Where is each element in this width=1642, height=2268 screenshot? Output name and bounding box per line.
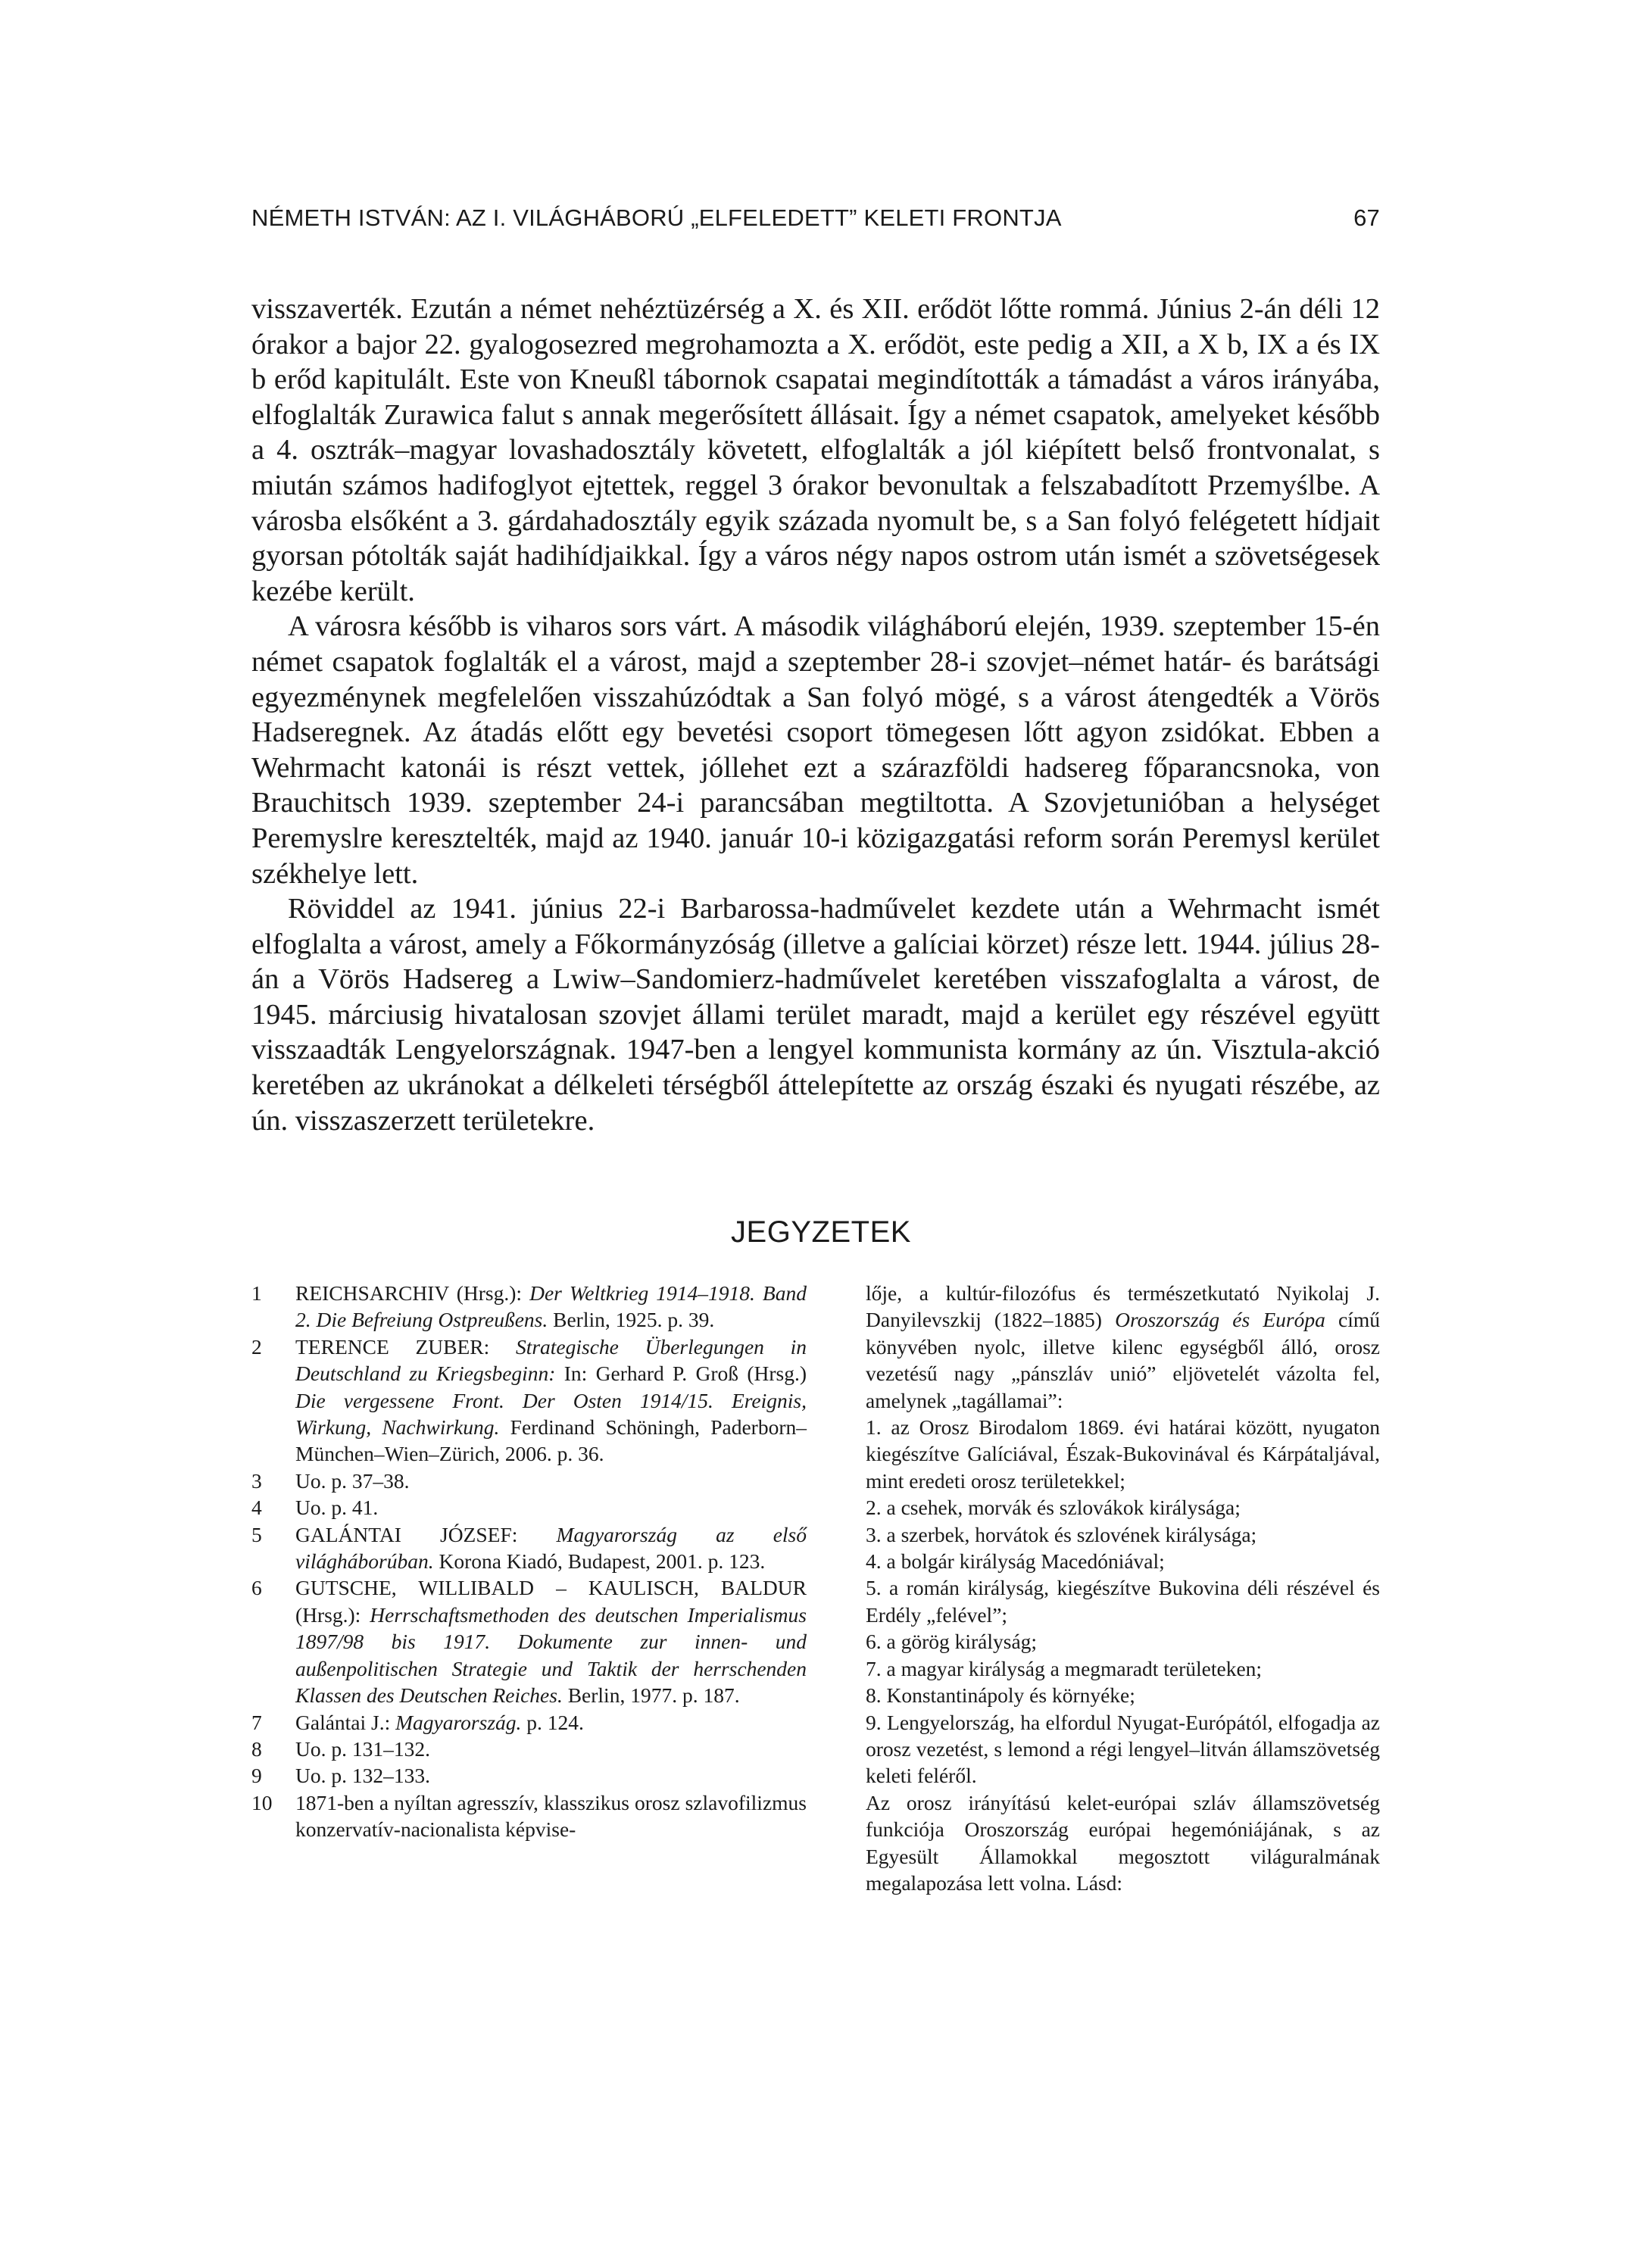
footnote-continuation: [866, 1494, 1380, 1521]
footnote: [251, 1574, 807, 1708]
footnote-continuation: [866, 1655, 1380, 1682]
notes-heading: JEGYZETEK: [731, 1215, 911, 1249]
footnote: [251, 1709, 807, 1736]
footnote: [251, 1521, 807, 1575]
note-text-segment: 2. a csehek, morvák és szlovákok királysága;: [866, 1496, 1241, 1520]
footnote-continuation: [866, 1628, 1380, 1655]
footnote-number: 6: [251, 1576, 262, 1600]
note-text-segment: 3. a szerbek, horvátok és szlovének királysága;: [866, 1522, 1257, 1546]
footnote-number: 10: [251, 1790, 273, 1814]
footnote-text: [295, 1468, 807, 1494]
footnote-text: [295, 1574, 807, 1708]
note-text-segment: Uo. p. 41.: [295, 1496, 379, 1520]
note-text-segment: Galántai J.:: [295, 1710, 396, 1734]
note-text-segment: p. 124.: [521, 1710, 584, 1734]
footnote-text: [295, 1280, 807, 1334]
note-title-italic: Der Weltkrieg 1914–1918. Band 2. Die Befreiung Ostpreußens.: [295, 1281, 807, 1332]
paragraph: visszaverték. Ezután a német nehéztüzérség a X. és XII. erődöt lőtte rommá. Június 2-án déli 12 órakor a bajor 22. gyalogosezred megrohamozta a X. erődöt, este pedig a XII, a X b, IX a és IX b erőd kapitulált. Este von Kneußl tábornok csapatai megindították a támadást a város irányába, elfoglalták Zurawica falut s annak megerősített állásait. Így a német csapatok, amelyeket később a 4. osztrák–magyar lovashadosztály követett, elfoglalták a jól kiépített belső frontvonalat, s miután számos hadifoglyot ejtettek, reggel 3 órakor bevonultak a felszabadított Przemyślbe. A városba elsőként a 3. gárdahadosztály egyik százada nyomult be, s a San folyó felégetett hídjait gyorsan pótolták saját hadihídjaikkal. Így a város négy napos ostrom után ismét a szövetségesek kezébe került.: [251, 293, 1380, 607]
footnote-continuation: [866, 1574, 1380, 1628]
footnote-number: 2: [251, 1334, 262, 1359]
footnote-text: [295, 1762, 807, 1789]
footnote-text: [295, 1789, 807, 1843]
note-text-segment: Korona Kiadó, Budapest, 2001. p. 123.: [433, 1549, 766, 1574]
note-text-segment: Uo. p. 132–133.: [295, 1764, 430, 1788]
footnote-continuation: [866, 1682, 1380, 1708]
footnote-continuation: [866, 1548, 1380, 1574]
footnote-number: 8: [251, 1736, 262, 1761]
running-title: NÉMETH ISTVÁN: AZ I. VILÁGHÁBORÚ „ELFELEDETT” KELETI FRONTJA: [251, 204, 1062, 231]
footnote-text: [295, 1334, 807, 1468]
footnote: [251, 1334, 807, 1468]
footnote-number: 5: [251, 1522, 262, 1546]
notes-column-left: [251, 1280, 807, 1843]
note-text-segment: In: Gerhard P. Groß (Hrsg.): [555, 1362, 807, 1386]
footnote-continuation: [866, 1789, 1380, 1897]
note-text-segment: Berlin, 1925. p. 39.: [548, 1308, 715, 1332]
note-title-italic: Herrschaftsmethoden des deutschen Imperialismus 1897/98 bis 1917. Dokumente zur innen- und außenpolitischen Strategie und Taktik der herrschenden Klassen des Deutschen Reiches.: [295, 1602, 807, 1708]
note-title-italic: Magyarország az első világháborúban.: [295, 1522, 807, 1574]
footnote-continuation: [866, 1521, 1380, 1548]
note-text-segment: 6. a görög királyság;: [866, 1630, 1038, 1654]
note-text-segment: Berlin, 1977. p. 187.: [562, 1683, 740, 1708]
note-text-segment: 4. a bolgár királyság Macedóniával;: [866, 1549, 1165, 1574]
note-text-segment: REICHSARCHIV (Hrsg.):: [295, 1281, 530, 1305]
note-text-segment: 1871-ben a nyíltan agresszív, klasszikus orosz szlavofilizmus konzervatív-nacionalista képvise-: [295, 1790, 807, 1842]
footnote-number: 7: [251, 1710, 262, 1734]
note-text-segment: GUTSCHE, WILLIBALD – KAULISCH, BALDUR (Hrsg.):: [295, 1576, 807, 1627]
footnote-number: 9: [251, 1764, 262, 1788]
footnote-number: 4: [251, 1496, 262, 1520]
note-title-italic: Strategische Überlegungen in Deutschland zu Kriegsbeginn:: [295, 1334, 807, 1386]
note-text-segment: lője, a kultúr-filozófus és természetkutató Nyikolaj J. Danyilevszkij (1822–1885): [866, 1281, 1380, 1332]
page-number: 67: [1353, 204, 1380, 231]
footnote-continuation: [866, 1280, 1380, 1414]
note-text-segment: 7. a magyar királyság a megmaradt területeken;: [866, 1656, 1263, 1680]
footnote: [251, 1280, 807, 1334]
note-title-italic: Oroszország és Európa: [1115, 1308, 1325, 1332]
footnote: [251, 1736, 807, 1762]
note-text-segment: című könyvében nyolc, illetve kilenc egységből álló, orosz vezetésű nagy „pánszláv unió” eljövetelét vázolta fel, amelynek „tagállamai”:: [866, 1308, 1380, 1412]
note-text-segment: Ferdinand Schöningh, Paderborn–München–Wien–Zürich, 2006. p. 36.: [295, 1415, 807, 1466]
note-text-segment: GALÁNTAI JÓZSEF:: [295, 1522, 557, 1546]
footnote-continuation: [866, 1709, 1380, 1789]
footnote-text: [295, 1494, 807, 1521]
footnote-number: 1: [251, 1281, 262, 1305]
footnote: [251, 1494, 807, 1521]
note-text-segment: TERENCE ZUBER:: [295, 1334, 516, 1359]
note-text-segment: Uo. p. 131–132.: [295, 1736, 430, 1761]
note-text-segment: Az orosz irányítású kelet-európai szláv államszövetség funkciója Oroszország európai hegemóniájának, s az Egyesült Államokkal megosztott világuralmának megalapozása lett volna. Lásd:: [866, 1790, 1380, 1895]
footnote: [251, 1762, 807, 1789]
note-text-segment: 5. a román királyság, kiegészítve Bukovina déli részével és Erdély „felével”;: [866, 1576, 1380, 1627]
footnote: [251, 1468, 807, 1494]
notes-column-right: [866, 1280, 1380, 1896]
paragraph: A városra később is viharos sors várt. A második világháború elején, 1939. szeptember 15-én német csapatok foglalták el a várost, majd a szeptember 28-i szovjet–német határ- és barátsági egyezménynek megfelelően visszahúzódtak a San folyó mögé, s a várost átengedték a Vörös Hadseregnek. Az átadás előtt egy bevetési csoport tömegesen lőtt agyon zsidókat. Ebben a Wehrmacht katonái is részt vettek, jóllehet ezt a szárazföldi hadsereg főparancsnoka, von Brauchitsch 1939. szeptember 24-i parancsában megtiltotta. A Szovjetunióban a helységet Peremyslre keresztelték, majd az 1940. január 10-i közigazgatási reform során Peremysl kerület székhelye lett.: [251, 610, 1380, 890]
note-title-italic: Die vergessene Front. Der Osten 1914/15. Ereignis, Wirkung, Nachwirkung.: [295, 1388, 807, 1440]
footnote-text: [295, 1521, 807, 1575]
note-text-segment: 1. az Orosz Birodalom 1869. évi határai között, nyugaton kiegészítve Galíciával, Észak-Bukovinával és Kárpátaljával, mint eredeti orosz területekkel;: [866, 1415, 1380, 1493]
paragraph: Röviddel az 1941. június 22-i Barbarossa-hadművelet kezdete után a Wehrmacht ismét elfoglalta a várost, amely a Főkormányzóság (illetve a galíciai körzet) része lett. 1944. július 28-án a Vörös Hadsereg a Lwiw–Sandomierz-hadművelet keretében visszafoglalta a várost, de 1945. márciusig hivatalosan szovjet állami terület maradt, majd a kerület egy részével együtt visszaadták Lengyelországnak. 1947-ben a lengyel kommunista kormány az ún. Visztula-akció keretében az ukránokat a délkeleti térségből áttelepítette az ország északi és nyugati részébe, az ún. visszaszerzett területekre.: [251, 893, 1380, 1137]
footnote: [251, 1789, 807, 1843]
running-header: [251, 204, 1380, 235]
footnote-number: 3: [251, 1468, 262, 1493]
note-text-segment: 9. Lengyelország, ha elfordul Nyugat-Európától, elfogadja az orosz vezetést, s lemond a régi lengyel–litván államszövetség keleti feléről.: [866, 1710, 1380, 1788]
main-text: [251, 292, 1380, 1138]
footnote-text: [295, 1709, 807, 1736]
note-text-segment: Uo. p. 37–38.: [295, 1468, 410, 1493]
footnote-continuation: [866, 1414, 1380, 1494]
note-text-segment: 8. Konstantinápoly és környéke;: [866, 1683, 1135, 1708]
footnote-text: [295, 1736, 807, 1762]
note-title-italic: Magyarország.: [395, 1710, 522, 1734]
